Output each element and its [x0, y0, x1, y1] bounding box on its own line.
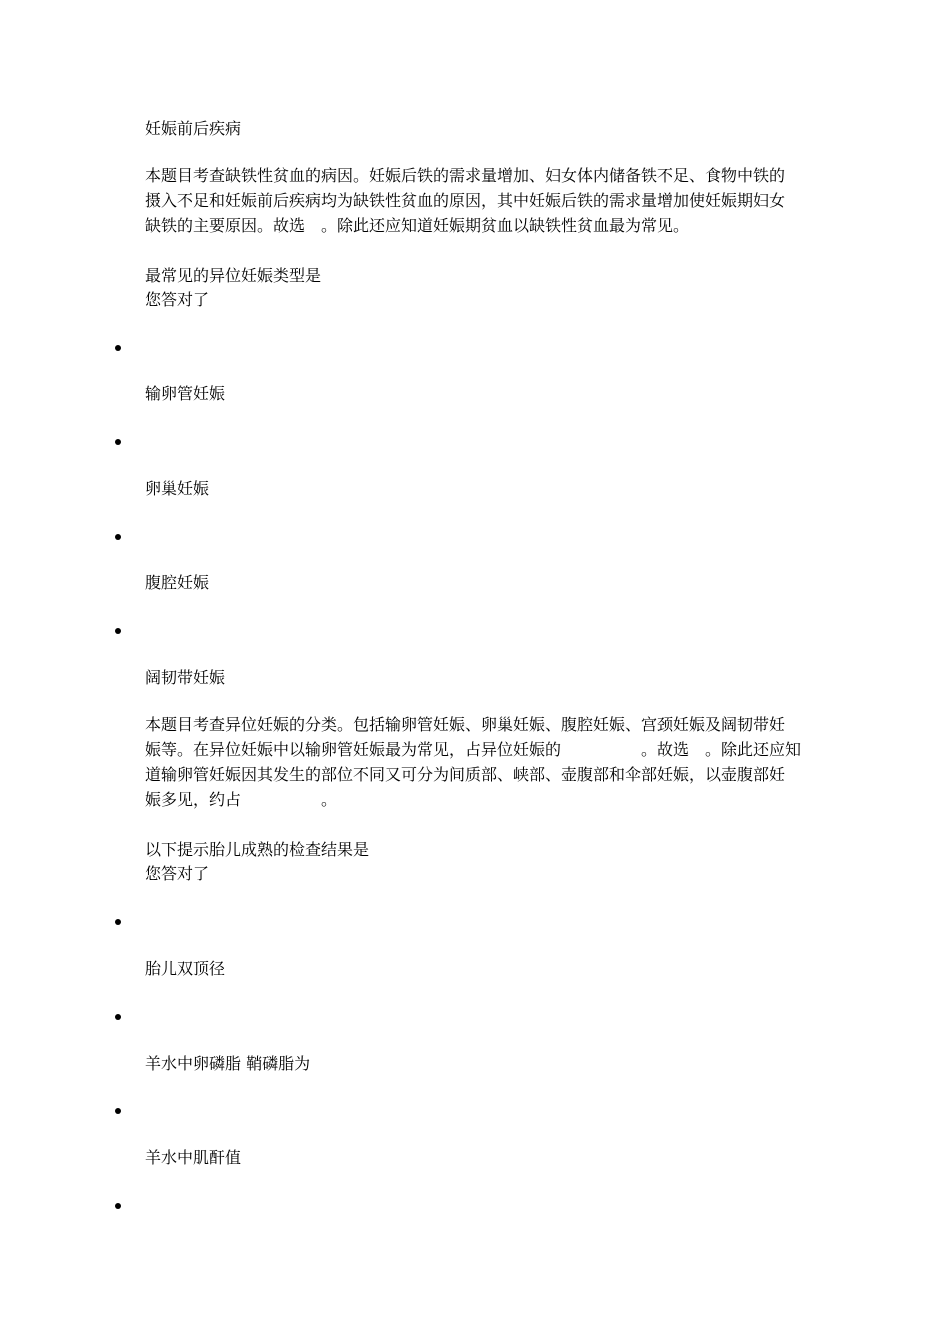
option-text[interactable]: 卵巢妊娠	[145, 479, 210, 498]
explanation-line: 道输卵管妊娠因其发生的部位不同又可分为间质部、峡部、壶腹部和伞部妊娠，以壶腹部妊	[145, 765, 786, 784]
option-text[interactable]: 羊水中肌酐值	[145, 1148, 242, 1167]
explanation-paragraph	[145, 163, 810, 238]
option-text[interactable]: 胎儿双顶径	[145, 959, 226, 978]
answer-status: 您答对了	[145, 864, 210, 883]
option-text[interactable]: 羊水中卵磷脂 鞘磷脂为	[145, 1054, 311, 1073]
explanation-line: 本题目考查异位妊娠的分类。包括输卵管妊娠、卵巢妊娠、腹腔妊娠、宫颈妊娠及阔韧带妊	[145, 715, 786, 734]
bullet-icon	[114, 918, 122, 926]
bullet-icon	[114, 533, 122, 541]
bullet-icon	[114, 1107, 122, 1115]
explanation-line: 摄入不足和妊娠前后疾病均为缺铁性贫血的原因，其中妊娠后铁的需求量增加使妊娠期妇女	[145, 191, 786, 210]
option-text: 妊娠前后疾病	[145, 119, 242, 138]
question-prompt: 以下提示胎儿成熟的检查结果是	[145, 840, 370, 859]
bullet-icon	[114, 344, 122, 352]
bullet-icon	[114, 438, 122, 446]
answer-status: 您答对了	[145, 290, 210, 309]
explanation-line: 缺铁的主要原因。故选 。除此还应知道妊娠期贫血以缺铁性贫血最为常见。	[145, 216, 690, 235]
bullet-icon	[114, 627, 122, 635]
explanation-line: 娠多见，约占 。	[145, 790, 338, 809]
explanation-line: 本题目考查缺铁性贫血的病因。妊娠后铁的需求量增加、妇女体内储备铁不足、食物中铁的	[145, 166, 786, 185]
option-text[interactable]: 输卵管妊娠	[145, 384, 226, 403]
question-prompt: 最常见的异位妊娠类型是	[145, 266, 322, 285]
explanation-paragraph	[145, 712, 810, 812]
option-text[interactable]: 阔韧带妊娠	[145, 668, 226, 687]
bullet-icon	[114, 1202, 122, 1210]
option-text[interactable]: 腹腔妊娠	[145, 573, 210, 592]
explanation-line: 娠等。在异位妊娠中以输卵管妊娠最为常见，占异位妊娠的 。故选 。除此还应知	[145, 740, 802, 759]
bullet-icon	[114, 1013, 122, 1021]
